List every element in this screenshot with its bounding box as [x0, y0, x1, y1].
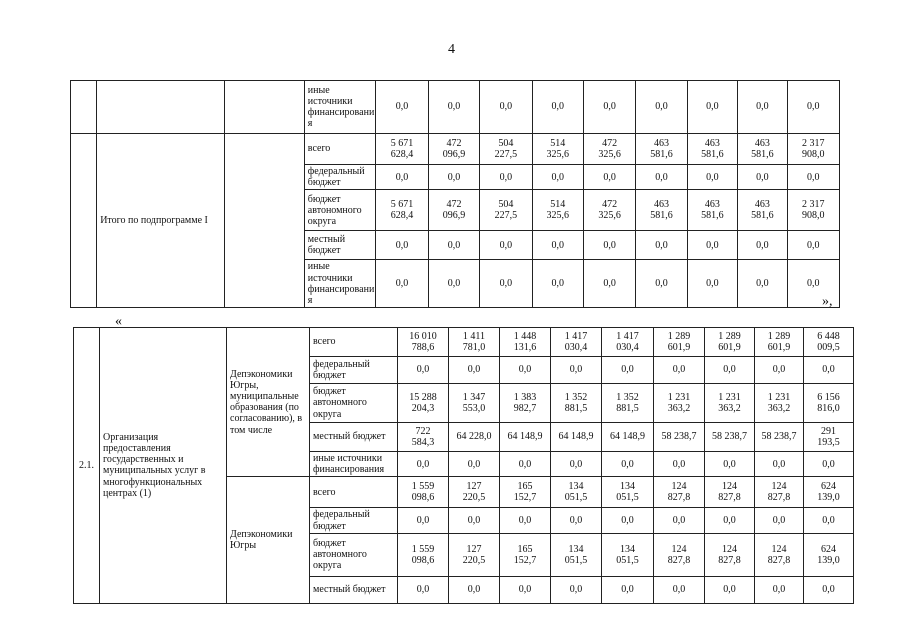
- source-label: всего: [304, 134, 376, 165]
- value-cell: 0,0: [636, 81, 687, 134]
- value-cell: 165 152,7: [500, 533, 551, 576]
- value-cell: 463 581,6: [636, 134, 687, 165]
- value-cell: 0,0: [787, 231, 840, 260]
- executor-cell: [225, 81, 305, 134]
- value-cell: 0,0: [376, 81, 428, 134]
- value-cell: 472 096,9: [428, 134, 479, 165]
- source-label: всего: [310, 477, 398, 508]
- value-cell: 0,0: [687, 231, 737, 260]
- value-cell: 1 417 030,4: [602, 328, 654, 357]
- source-label: местный бюджет: [310, 423, 398, 452]
- value-cell: 624 139,0: [804, 533, 854, 576]
- number-cell: [71, 81, 97, 134]
- source-label: федеральный бюджет: [310, 508, 398, 533]
- value-cell: 472 325,6: [583, 134, 635, 165]
- value-cell: 0,0: [602, 508, 654, 533]
- value-cell: 504 227,5: [480, 134, 532, 165]
- value-cell: 0,0: [376, 165, 428, 190]
- value-cell: 0,0: [449, 576, 500, 603]
- value-cell: 504 227,5: [480, 190, 532, 231]
- value-cell: 1 411 781,0: [449, 328, 500, 357]
- value-cell: 0,0: [532, 231, 583, 260]
- value-cell: 463 581,6: [687, 134, 737, 165]
- table-row: [71, 81, 840, 134]
- value-cell: 64 228,0: [449, 423, 500, 452]
- value-cell: 1 559 098,6: [398, 533, 449, 576]
- source-label: всего: [310, 328, 398, 357]
- value-cell: 0,0: [398, 576, 449, 603]
- value-cell: 0,0: [500, 576, 551, 603]
- value-cell: 124 827,8: [755, 533, 804, 576]
- value-cell: 0,0: [654, 576, 705, 603]
- page-number: 4: [448, 42, 455, 57]
- value-cell: 1 417 030,4: [551, 328, 602, 357]
- closing-quote: »,: [822, 294, 833, 309]
- value-cell: 0,0: [480, 231, 532, 260]
- value-cell: 1 347 553,0: [449, 384, 500, 423]
- value-cell: 58 238,7: [654, 423, 705, 452]
- source-label: иные источники финансирования: [310, 452, 398, 477]
- value-cell: 1 352 881,5: [602, 384, 654, 423]
- value-cell: 624 139,0: [804, 477, 854, 508]
- value-cell: 0,0: [804, 576, 854, 603]
- value-cell: 0,0: [636, 260, 687, 308]
- value-cell: 58 238,7: [755, 423, 804, 452]
- value-cell: 0,0: [449, 508, 500, 533]
- value-cell: 0,0: [787, 81, 840, 134]
- value-cell: 722 584,3: [398, 423, 449, 452]
- value-cell: 0,0: [787, 260, 840, 308]
- value-cell: 0,0: [583, 231, 635, 260]
- value-cell: 0,0: [636, 165, 687, 190]
- row-number: 2.1.: [74, 328, 100, 604]
- value-cell: 0,0: [602, 452, 654, 477]
- value-cell: 0,0: [428, 165, 479, 190]
- value-cell: 291 193,5: [804, 423, 854, 452]
- value-cell: 2 317 908,0: [787, 134, 840, 165]
- value-cell: 124 827,8: [705, 533, 755, 576]
- executor-label: Депэкономики Югры: [227, 477, 310, 603]
- value-cell: 0,0: [428, 231, 479, 260]
- value-cell: 0,0: [532, 260, 583, 308]
- value-cell: 1 352 881,5: [551, 384, 602, 423]
- value-cell: 0,0: [449, 452, 500, 477]
- value-cell: 58 238,7: [705, 423, 755, 452]
- source-label: иные источники финансировани я: [304, 260, 376, 308]
- value-cell: 64 148,9: [551, 423, 602, 452]
- value-cell: 1 289 601,9: [705, 328, 755, 357]
- value-cell: 0,0: [705, 452, 755, 477]
- value-cell: 0,0: [654, 508, 705, 533]
- section-label: Итого по подпрограмме I: [97, 134, 225, 308]
- value-cell: 0,0: [804, 508, 854, 533]
- value-cell: 0,0: [804, 357, 854, 384]
- value-cell: 0,0: [738, 260, 787, 308]
- value-cell: 0,0: [787, 165, 840, 190]
- value-cell: 5 671 628,4: [376, 190, 428, 231]
- value-cell: 15 288 204,3: [398, 384, 449, 423]
- value-cell: 0,0: [738, 231, 787, 260]
- value-cell: 0,0: [654, 452, 705, 477]
- source-label: федеральный бюджет: [304, 165, 376, 190]
- executor-label: Депэкономики Югры, муниципальные образования (по согласованию), в том числе: [227, 328, 310, 477]
- value-cell: 2 317 908,0: [787, 190, 840, 231]
- source-label: бюджет автономного округа: [304, 190, 376, 231]
- value-cell: 0,0: [602, 576, 654, 603]
- value-cell: 0,0: [738, 165, 787, 190]
- value-cell: 64 148,9: [602, 423, 654, 452]
- value-cell: 1 383 982,7: [500, 384, 551, 423]
- value-cell: 0,0: [687, 260, 737, 308]
- value-cell: 0,0: [532, 81, 583, 134]
- value-cell: 463 581,6: [687, 190, 737, 231]
- value-cell: 0,0: [376, 231, 428, 260]
- value-cell: 472 096,9: [428, 190, 479, 231]
- value-cell: 463 581,6: [738, 134, 787, 165]
- value-cell: 0,0: [480, 260, 532, 308]
- value-cell: 0,0: [551, 508, 602, 533]
- value-cell: 0,0: [755, 357, 804, 384]
- value-cell: 463 581,6: [636, 190, 687, 231]
- value-cell: 1 559 098,6: [398, 477, 449, 508]
- value-cell: 0,0: [583, 81, 635, 134]
- value-cell: 0,0: [705, 357, 755, 384]
- value-cell: 0,0: [480, 81, 532, 134]
- source-label: местный бюджет: [310, 576, 398, 603]
- value-cell: 127 220,5: [449, 533, 500, 576]
- value-cell: 0,0: [551, 452, 602, 477]
- value-cell: 6 156 816,0: [804, 384, 854, 423]
- value-cell: 134 051,5: [551, 477, 602, 508]
- value-cell: 124 827,8: [755, 477, 804, 508]
- value-cell: 134 051,5: [551, 533, 602, 576]
- value-cell: 0,0: [804, 452, 854, 477]
- value-cell: 0,0: [398, 508, 449, 533]
- value-cell: 0,0: [583, 260, 635, 308]
- source-label: бюджет автономного округа: [310, 533, 398, 576]
- value-cell: 0,0: [654, 357, 705, 384]
- value-cell: 0,0: [705, 576, 755, 603]
- source-label: иные источники финансировани я: [304, 81, 376, 134]
- value-cell: 6 448 009,5: [804, 328, 854, 357]
- value-cell: 1 231 363,2: [755, 384, 804, 423]
- value-cell: 0,0: [755, 576, 804, 603]
- value-cell: 0,0: [636, 231, 687, 260]
- source-label: федеральный бюджет: [310, 357, 398, 384]
- table-row: [71, 134, 840, 165]
- activity-name: Организация предоставления государственных и муниципальных услуг в многофункциональных центрах (1): [100, 328, 227, 604]
- value-cell: 16 010 788,6: [398, 328, 449, 357]
- value-cell: 127 220,5: [449, 477, 500, 508]
- value-cell: 0,0: [398, 357, 449, 384]
- value-cell: 0,0: [480, 165, 532, 190]
- value-cell: 0,0: [705, 508, 755, 533]
- value-cell: 0,0: [449, 357, 500, 384]
- value-cell: 165 152,7: [500, 477, 551, 508]
- value-cell: 124 827,8: [654, 533, 705, 576]
- value-cell: 0,0: [428, 81, 479, 134]
- value-cell: 0,0: [687, 165, 737, 190]
- value-cell: 463 581,6: [738, 190, 787, 231]
- value-cell: 124 827,8: [654, 477, 705, 508]
- value-cell: 0,0: [583, 165, 635, 190]
- value-cell: 0,0: [500, 452, 551, 477]
- value-cell: 134 051,5: [602, 477, 654, 508]
- value-cell: 514 325,6: [532, 134, 583, 165]
- executor-cell: [225, 134, 305, 308]
- subprogram-total-table: [70, 80, 840, 308]
- value-cell: 0,0: [428, 260, 479, 308]
- value-cell: 472 325,6: [583, 190, 635, 231]
- value-cell: 514 325,6: [532, 190, 583, 231]
- value-cell: 1 231 363,2: [705, 384, 755, 423]
- value-cell: 0,0: [398, 452, 449, 477]
- value-cell: 64 148,9: [500, 423, 551, 452]
- opening-quote: «: [115, 314, 122, 329]
- value-cell: 0,0: [687, 81, 737, 134]
- number-cell: [71, 134, 97, 308]
- value-cell: 0,0: [376, 260, 428, 308]
- value-cell: 1 289 601,9: [654, 328, 705, 357]
- value-cell: 124 827,8: [705, 477, 755, 508]
- value-cell: 1 231 363,2: [654, 384, 705, 423]
- value-cell: 5 671 628,4: [376, 134, 428, 165]
- value-cell: 0,0: [500, 508, 551, 533]
- value-cell: 0,0: [755, 508, 804, 533]
- value-cell: 0,0: [738, 81, 787, 134]
- name-cell: [97, 81, 225, 134]
- activity-table: [73, 327, 854, 604]
- value-cell: 0,0: [755, 452, 804, 477]
- value-cell: 0,0: [500, 357, 551, 384]
- value-cell: 0,0: [602, 357, 654, 384]
- value-cell: 0,0: [532, 165, 583, 190]
- value-cell: 0,0: [551, 357, 602, 384]
- value-cell: 134 051,5: [602, 533, 654, 576]
- value-cell: 0,0: [551, 576, 602, 603]
- table-row: [74, 328, 854, 357]
- value-cell: 1 448 131,6: [500, 328, 551, 357]
- source-label: местный бюджет: [304, 231, 376, 260]
- source-label: бюджет автономного округа: [310, 384, 398, 423]
- value-cell: 1 289 601,9: [755, 328, 804, 357]
